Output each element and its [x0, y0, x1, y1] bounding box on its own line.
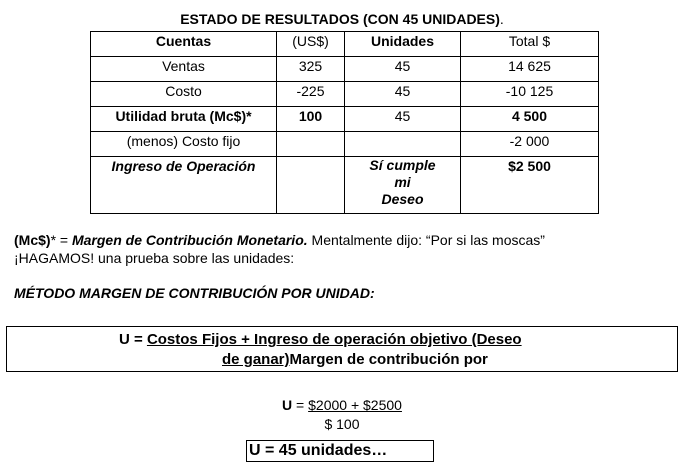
cell-total: 4 500	[461, 107, 599, 132]
cell-total: 14 625	[461, 57, 599, 82]
table-row	[91, 132, 599, 157]
mc-separator: * =	[50, 232, 72, 248]
title-period: .	[499, 11, 504, 27]
cell-total: $2 500	[461, 157, 599, 214]
header-cuentas: Cuentas	[91, 32, 277, 57]
cell-usd: 100	[277, 107, 345, 132]
cell-account: Costo	[91, 82, 277, 107]
document-title	[0, 11, 684, 27]
table-row	[91, 57, 599, 82]
formula-lhs: U =	[119, 331, 147, 348]
cell-account: (menos) Costo fijo	[91, 132, 277, 157]
cell-account: Utilidad bruta (Mc$)*	[91, 107, 277, 132]
note-line: mi	[394, 174, 411, 190]
definition-paragraph	[14, 231, 545, 249]
table-row	[91, 107, 599, 132]
header-total: Total $	[461, 32, 599, 57]
cell-usd	[277, 132, 345, 157]
note-line: Sí cumple	[369, 157, 436, 173]
method-heading: MÉTODO MARGEN DE CONTRIBUCIÓN POR UNIDAD:	[14, 285, 375, 301]
calculation-numerator-line	[0, 397, 684, 413]
mc-term: (Mc$)	[14, 232, 51, 248]
table-row	[91, 82, 599, 107]
cell-units: 45	[345, 107, 461, 132]
income-statement-table	[90, 31, 599, 214]
cell-usd: 325	[277, 57, 345, 82]
calc-lhs: U	[282, 397, 293, 413]
cell-total: -10 125	[461, 82, 599, 107]
cell-units	[345, 132, 461, 157]
header-usd: (US$)	[277, 32, 345, 57]
table-row	[91, 157, 599, 214]
formula-box	[6, 326, 678, 372]
formula-numerator: Costos Fijos + Ingreso de operación objetivo (Deseo	[146, 331, 522, 348]
cell-units-note	[345, 157, 461, 214]
cell-units: 45	[345, 82, 461, 107]
calc-equals: =	[292, 397, 309, 413]
cell-account: Ventas	[91, 57, 277, 82]
test-sentence: ¡HAGAMOS! una prueba sobre las unidades:	[14, 250, 295, 266]
formula-denominator: Margen de contribución por	[289, 351, 488, 368]
cell-units: 45	[345, 57, 461, 82]
title-text: ESTADO DE RESULTADOS (CON 45 UNIDADES)	[180, 11, 500, 27]
calc-denominator: $ 100	[324, 416, 360, 432]
result-box: U = 45 unidades…	[246, 440, 434, 462]
cell-usd	[277, 157, 345, 214]
cell-usd: -225	[277, 82, 345, 107]
note-line: Deseo	[381, 191, 424, 207]
mc-remark: Mentalmente dijo: “Por si las moscas”	[307, 232, 545, 248]
cell-account: Ingreso de Operación	[91, 157, 277, 214]
mc-definition: Margen de Contribución Monetario.	[71, 232, 308, 248]
header-unidades: Unidades	[345, 32, 461, 57]
formula-numerator-end: de ganar)	[222, 351, 290, 368]
table-header-row	[91, 32, 599, 57]
calc-numerator: $2000 + $2500	[308, 397, 402, 413]
formula-line-2	[222, 351, 488, 368]
formula-line-1	[119, 331, 522, 348]
cell-total: -2 000	[461, 132, 599, 157]
